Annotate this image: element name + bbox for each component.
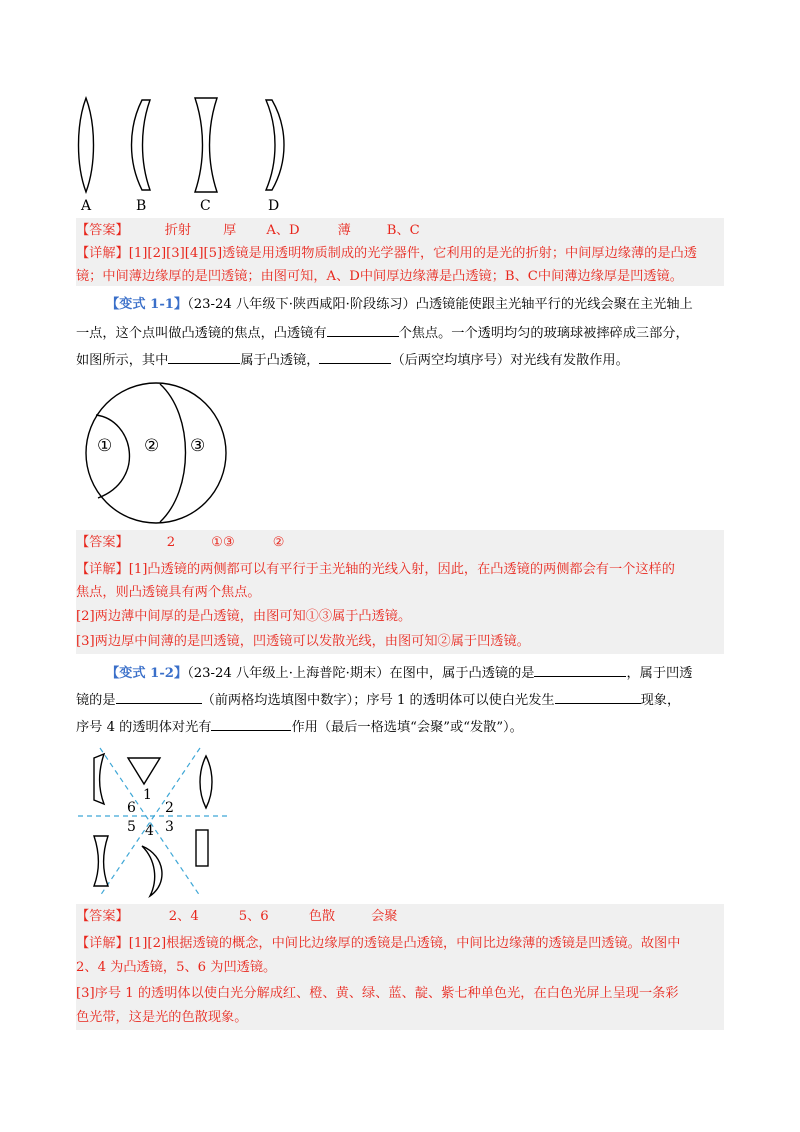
piece-label-1: ① [97, 436, 113, 456]
answer2-tag: 【答案】 [76, 535, 129, 550]
body-3-shape [196, 830, 208, 866]
answer3-item: 5、6 [238, 909, 269, 924]
answer1-item: 薄 [337, 223, 351, 238]
body-5-shape [94, 836, 108, 886]
body-6-shape [94, 754, 104, 804]
body-label-3: 3 [165, 819, 174, 835]
answer-blank[interactable] [319, 349, 391, 364]
answer3-item: 色散 [308, 909, 336, 924]
answer-blank[interactable] [327, 322, 399, 337]
variant11-line1 [106, 295, 693, 315]
detail2-line1 [76, 560, 675, 580]
detail3-line4: 色光带，这是光的色散现象。 [76, 1010, 248, 1025]
answer2-item: ② [272, 535, 285, 550]
answer1-item: 厚 [223, 223, 237, 238]
crack-left [96, 415, 129, 498]
answer2-item: ①③ [211, 535, 235, 550]
detail2-tag: 【详解】 [76, 562, 129, 577]
variant12-line3 [76, 716, 523, 738]
detail3-line1 [76, 934, 680, 954]
dash-line-diag2 [100, 748, 200, 896]
lens-c-shape [195, 98, 217, 192]
variant11-text3a: 如图所示，其中 [76, 353, 169, 368]
variant12-text2a: 镜的是 [76, 693, 116, 708]
answer3-line [76, 907, 397, 927]
detail1-text1: [1][2][3][4][5]透镜是用透明物质制成的光学器件，它利用的是光的折射；中间厚边缘薄的是凸透 [128, 246, 697, 261]
detail2-line3: [2]两边薄中间厚的是凸透镜，由图可知①③属于凸透镜。 [76, 609, 412, 624]
variant12-text3a: 序号 4 的透明体对光有 [76, 720, 212, 735]
variant12-line1 [106, 662, 692, 684]
lens-d-shape [266, 100, 284, 190]
detail1-line2: 镜；中间薄边缘厚的是凹透镜；由图可知，A、D中间厚边缘薄是凸透镜；B、C中间薄边缘厚是凹透镜。 [76, 269, 683, 284]
variant12-text1b: ，属于凹透 [626, 666, 693, 681]
detail1-line1 [76, 244, 697, 264]
variant12-text2c: 现象， [640, 693, 681, 708]
variant11-text2b: 个焦点。一个透明均匀的玻璃球被摔碎成三部分， [398, 326, 689, 341]
answer-blank[interactable] [211, 716, 291, 731]
figure-lenses-abcd [60, 90, 310, 200]
variant12-text3b: 作用（最后一格选填“会聚”或“发散”）。 [291, 720, 523, 735]
answer1-item: B、C [386, 223, 420, 238]
body-label-4: 4 [145, 823, 154, 839]
figure-six-bodies [78, 744, 238, 904]
body-label-1: 1 [143, 787, 152, 803]
answer1-tag: 【答案】 [76, 223, 129, 238]
lens-b-shape [132, 100, 151, 190]
body-2-shape [200, 756, 212, 808]
answer-blank[interactable] [168, 349, 240, 364]
detail3-line3: [3]序号 1 的透明体以使白光分解成红、橙、黄、绿、蓝、靛、紫七种单色光，在白色光屏上呈现一条彩 [76, 986, 679, 1001]
answer-blank[interactable] [555, 689, 641, 704]
variant12-tag: 【变式 1-2】 [106, 666, 188, 681]
variant12-text1a: （23-24 八年级上·上海普陀·期末）在图中，属于凸透镜的是 [187, 666, 535, 681]
answer2-item: 2 [166, 535, 176, 550]
body-label-5: 5 [127, 819, 136, 835]
variant11-text1: （23-24 八年级下·陕西咸阳·阶段练习）凸透镜能使跟主光轴平行的光线会聚在主光轴上 [187, 297, 693, 312]
answer1-line [76, 221, 420, 241]
body-1-shape [128, 758, 160, 784]
body-label-2: 2 [165, 800, 174, 816]
answer3-item: 会聚 [371, 909, 398, 924]
detail3-text1: [1][2]根据透镜的概念，中间比边缘厚的透镜是凸透镜，中间比边缘薄的透镜是凹透镜。故图中 [128, 936, 681, 951]
detail3-line2: 2、4 为凸透镜，5、6 为凹透镜。 [76, 960, 277, 975]
label-c: C [200, 198, 211, 214]
answer-blank[interactable] [534, 662, 626, 677]
lens-a-shape [79, 98, 94, 192]
answer1-item: A、D [266, 223, 300, 238]
answer1-item: 折射 [164, 223, 192, 238]
dash-line-diag1 [100, 748, 200, 896]
piece-label-3: ③ [190, 436, 206, 456]
crack-right [160, 384, 186, 522]
answer-blank[interactable] [116, 689, 202, 704]
variant12-line2 [76, 689, 680, 711]
variant11-text2a: 一点，这个点叫做凸透镜的焦点，凸透镜有 [76, 326, 327, 341]
variant11-line2 [76, 322, 689, 344]
detail2-text1: [1]凸透镜的两侧都可以有平行于主光轴的光线入射，因此，在凸透镜的两侧都会有一个这样的 [128, 562, 675, 577]
variant11-text3b: 属于凸透镜， [240, 353, 320, 368]
detail3-tag: 【详解】 [76, 936, 129, 951]
label-a: A [81, 198, 92, 214]
variant12-text2b: （前两格均选填图中数字）；序号 1 的透明体可以使白光发生 [201, 693, 555, 708]
body-4-shape [142, 846, 162, 896]
label-b: B [136, 198, 147, 214]
piece-label-2: ② [144, 436, 160, 456]
variant11-text3c: （后两空均填序号）对光线有发散作用。 [391, 353, 629, 368]
detail1-tag: 【详解】 [76, 246, 129, 261]
detail2-line4: [3]两边厚中间薄的是凹透镜，凹透镜可以发散光线，由图可知②属于凹透镜。 [76, 634, 530, 649]
label-d: D [268, 198, 280, 214]
detail2-line2: 焦点，则凸透镜具有两个焦点。 [76, 585, 261, 600]
variant11-line3 [76, 349, 629, 371]
variant11-tag: 【变式 1-1】 [106, 297, 188, 312]
answer2-line [76, 533, 285, 553]
body-label-6: 6 [127, 800, 136, 816]
answer3-tag: 【答案】 [76, 909, 129, 924]
answer3-item: 2、4 [168, 909, 199, 924]
